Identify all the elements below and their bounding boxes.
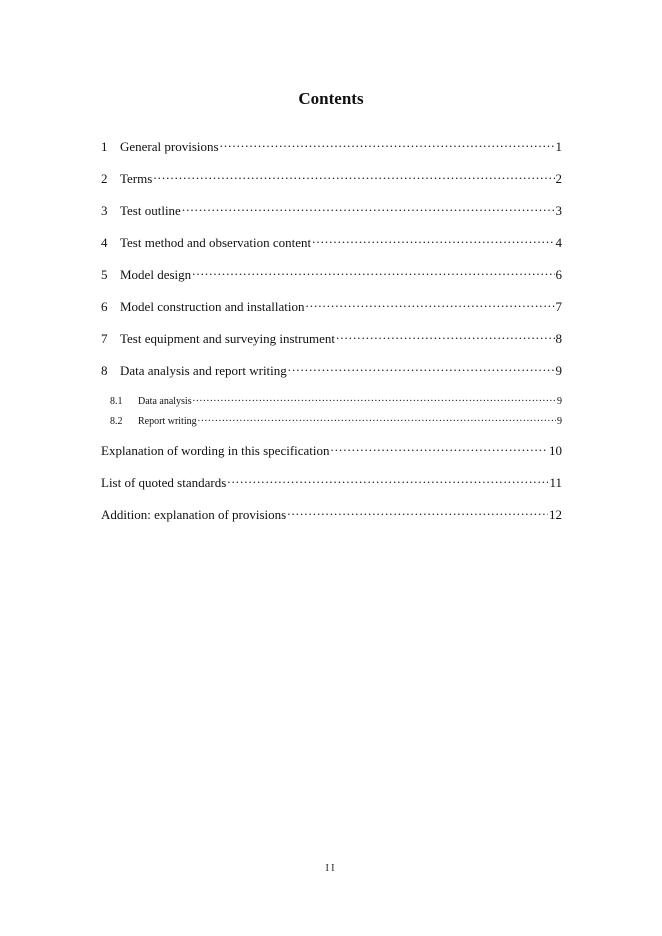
dot-leader [227,474,548,487]
toc-entry-title: Test equipment and surveying instrument [120,331,335,346]
toc-entry-number: 8.2 [110,416,123,427]
toc-entry-title: Explanation of wording in this specification [101,443,330,458]
toc-entry-number: 3 [101,203,108,218]
dot-leader [312,234,554,247]
toc-entry-quoted-standards[interactable] [101,474,562,491]
toc-entry-page: 8 [555,331,562,346]
toc-entry-page: 12 [549,507,562,522]
dot-leader [287,506,548,519]
toc-entry-test-outline[interactable] [101,202,562,219]
toc-entry-number: 5 [101,267,108,282]
toc-entry-number: 4 [101,235,108,250]
toc-entry-number: 8.1 [110,396,123,407]
page-number-footer: II [325,862,337,874]
toc-entry-title: Test outline [120,203,181,218]
dot-leader [182,202,555,215]
dot-leader [336,330,555,343]
toc-entry-page: 6 [555,267,562,282]
toc-entry-page: 10 [549,443,562,458]
dot-leader [198,414,556,424]
toc-entry-test-method[interactable] [101,234,562,251]
page-title: Contents [298,89,364,108]
toc-entry-title: List of quoted standards [101,475,227,490]
toc-entry-title: Terms [120,171,153,186]
toc-entry-data-analysis-report[interactable] [101,362,562,379]
dot-leader [193,394,556,404]
toc-entry-general-provisions[interactable] [101,138,562,155]
toc-entry-model-construction[interactable] [101,298,562,315]
toc-entry-test-equipment[interactable] [101,330,562,347]
toc-entry-page: 4 [555,235,562,250]
toc-entry-page: 11 [549,475,562,490]
dot-leader [306,298,555,311]
toc-entry-title: General provisions [120,139,219,154]
toc-entry-number: 6 [101,299,108,314]
toc-entry-page: 2 [555,171,562,186]
toc-entry-title: Data analysis and report writing [120,363,287,378]
dot-leader [192,266,554,279]
toc-subentry-report-writing[interactable] [110,414,562,427]
toc-entry-title: Addition: explanation of provisions [101,507,287,522]
dot-leader [220,138,555,151]
toc-entry-page: 3 [555,203,562,218]
toc-entry-title: Report writing [138,416,197,427]
toc-entry-number: 2 [101,171,108,186]
toc-entry-number: 8 [101,363,108,378]
toc-subentry-data-analysis[interactable] [110,394,562,407]
toc-entry-page: 9 [557,416,562,427]
toc-entry-title: Data analysis [138,396,192,407]
dot-leader [331,442,548,455]
toc-entry-title: Model design [120,267,192,282]
toc-entry-number: 7 [101,331,108,346]
dot-leader [288,362,555,375]
toc-entry-title: Model construction and installation [120,299,305,314]
toc-entry-number: 1 [101,139,108,154]
toc-entry-page: 1 [555,139,562,154]
toc-entry-terms[interactable] [101,170,562,187]
toc-entry-explanation-wording[interactable] [101,442,562,459]
toc-entry-addition-explanation[interactable] [101,506,562,523]
toc-entry-page: 9 [555,363,562,378]
toc-entry-model-design[interactable] [101,266,562,283]
toc-entry-page: 9 [557,396,562,407]
toc-entry-page: 7 [555,299,562,314]
toc-entry-title: Test method and observation content [120,235,312,250]
dot-leader [153,170,554,183]
